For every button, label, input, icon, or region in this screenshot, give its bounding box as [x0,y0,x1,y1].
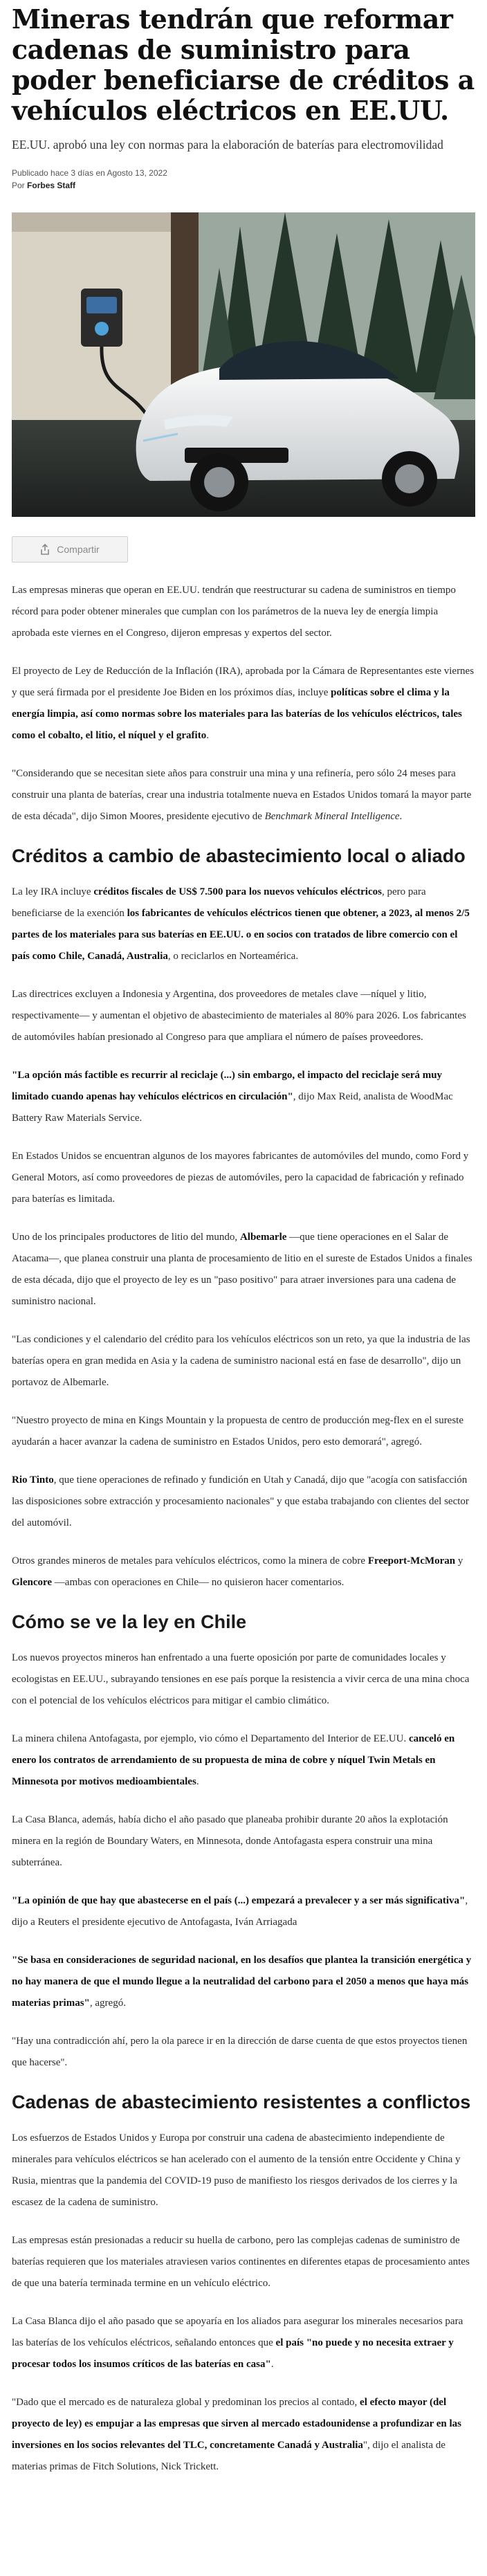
share-icon [40,544,50,555]
text-run: Uno de los principales productores de litio del mundo, [12,1232,240,1243]
text-run: "Dado que el mercado es de naturaleza global y predominan los precios al contado, [12,2397,360,2408]
section-heading: Créditos a cambio de abastecimiento local o aliado [12,846,466,866]
bold-text: políticas sobre el clima y la energía limpia, así como normas sobre los materiales para las baterías de los vehículos eléctricos, tales como el cobalto, el litio, el níquel y el grafito [12,687,462,741]
text-run: y [455,1555,463,1566]
bold-text: Rio Tinto [12,1474,54,1486]
text-run: La Casa Blanca dijo el año pasado que se apoyaría en los aliados para asegurar los minerales necesarios para las baterías de los vehículos eléctricos, señalando entonces que [12,2316,463,2348]
text-run: —ambas con operaciones en Chile— no quisieron hacer comentarios. [52,1577,344,1588]
text-run: , pero para beneficiarse de la exención [12,886,426,919]
text-run: "Nuestro proyecto de mina en Kings Mountain y la propuesta de centro de producción meg-flex en el sureste ayudarán a hacer avanzar la cadena de suministro en Estados Unidos, pero esto demorará", agregó. [12,1415,464,1447]
bold-text: "La opción más factible es recurrir al reciclaje (...) sin embargo, el impacto del reciclaje será muy limitado cuando apenas hay vehículos eléctricos en circulación" [12,1070,443,1102]
article-header [12,0,475,192]
publish-prefix: Publicado hace 3 días [12,168,94,178]
byline-prefix: Por [12,181,25,190]
text-run: La Casa Blanca, además, había dicho el año pasado que planeaba prohibir durante 20 años la explotación minera en la región de Boundary Waters, en Minnesota, donde Antofagasta espera construir una mina subterránea. [12,1814,448,1868]
paragraph [12,2392,475,2478]
text-run: , o reciclarlos en Norteamérica. [167,951,299,962]
paragraph [12,763,475,828]
paragraph [12,1647,475,1712]
paragraph [12,1551,475,1593]
bold-text: los fabricantes de vehículos eléctricos tienen que obtener, a 2023, al menos 2/5 partes de los materiales para sus baterías en EE.UU. o en socios con tratados de libre comercio con el país como Chile, Canadá, Australia [12,908,470,962]
text-run: Los nuevos proyectos mineros han enfrentado a una fuerte oposición por parte de comunidades locales y ecologistas en EE.UU., subrayando tensiones en ese país porque la resistencia a vivir cerca de una mina choca con el potencial de los vehículos eléctricos para mitigar el cambio climático. [12,1652,470,1706]
subheadline: EE.UU. aprobó una ley con normas para la elaboración de baterías para electromovilidad [12,138,443,152]
text-run: Las directrices excluyen a Indonesia y Argentina, dos proveedores de metales clave —níquel y litio, respectivamente— y aumentan el objetivo de abastecimiento de materiales al 80% para 2026. Los fabricantes de automóviles habían presionado al Congreso para que ampliara el número de países proveedores. [12,989,466,1043]
bold-text: "La opinión de que hay que abastecerse en el país (...) empezará a prevalecer y a ser más significativa" [12,1895,466,1906]
paragraph [12,1809,475,1874]
publish-info [12,167,475,179]
article-body [12,580,475,2494]
text-run: "Hay una contradicción ahí, pero la ola parece ir en la dirección de darse cuenta de que estos proyectos tienen que hacerse". [12,2036,468,2068]
publish-date: en Agosto 13, 2022 [95,168,167,178]
text-run: , dijo a Reuters el presidente ejecutivo de Antofagasta, Iván Arriagada [12,1895,468,1928]
paragraph [12,984,475,1048]
paragraph [12,2031,475,2074]
text-run: —que tiene operaciones en el Salar de Atacama—, que planea construir una planta de procesamiento de litio en el sureste de Estados Unidos a finales de esta década, dijo que el proyecto de ley es un "paso positivo" para atraer inversiones para una cadena de suministro nacional. [12,1232,472,1307]
italic-text: Benchmark Mineral Intelligence [264,811,400,822]
paragraph [12,1227,475,1313]
paragraph [12,580,475,644]
bold-text: créditos fiscales de US$ 7.500 para los nuevos vehículos eléctricos [93,886,382,897]
paragraph [12,1329,475,1394]
text-run: Las empresas mineras que operan en EE.UU. tendrán que reestructurar su cadena de suministros en tiempo récord para poder obtener minerales que cumplan con los parámetros de la nueva ley de energía limpia aprobada este viernes en el Congreso, dijeron empresas y expertos del sector. [12,585,456,639]
hero-image [12,212,475,517]
text-run: La minera chilena Antofagasta, por ejemplo, vio cómo el Departamento del Interior de EE.UU. [12,1733,409,1744]
text-run: Los esfuerzos de Estados Unidos y Europa por construir una cadena de abastecimiento independiente de minerales para vehículos eléctricos se han acelerado con el aumento de la tensión entre Occidente y China y Rusia, mientras que la pandemia del COVID-19 puso de manifiesto los riesgos derivados de los cierres y la escasez de la cadena de suministro. [12,2132,461,2208]
text-run: . [399,811,403,822]
headline: Mineras tendrán que reformar cadenas de suministro para poder beneficiarse de créditos a vehículos eléctricos en EE.UU. [12,3,475,126]
text-run: Las empresas están presionadas a reducir su huella de carbono, pero las complejas cadenas de suministro de baterías requieren que los materiales atraviesen varios continentes en diferentes etapas de procesamiento antes de que una batería terminada termine en un vehículo eléctrico. [12,2235,470,2289]
paragraph [12,1146,475,1210]
byline [12,179,475,192]
paragraph [12,1890,475,1933]
text-run: ", dijo el analista de materias primas de Fitch Solutions, Nick Trickett. [12,2440,445,2472]
text-run: La ley IRA incluye [12,886,94,897]
bold-text: Albemarle [239,1232,287,1243]
text-run: , agregó. [89,1998,126,2009]
bold-text: canceló en enero los contratos de arrendamiento de su propuesta de mina de cobre y níquel Twin Metals en Minnesota por motivos medioambientales [12,1733,455,1787]
ev-charging-photo [12,212,475,517]
text-run: . [270,2359,274,2370]
article-meta [12,167,475,192]
bold-text: el efecto mayor (del proyecto de ley) es empujar a las empresas que sirven al mercado estadounidense a profundizar en las inversiones en los socios relevantes del TLC, concretamente Canadá y Australia [12,2397,461,2451]
text-run: , dijo Max Reid, analista de WoodMac Battery Raw Materials Service. [12,1091,453,1124]
paragraph [12,2230,475,2294]
paragraph [12,1470,475,1534]
text-run: . [196,1776,199,1787]
text-run: En Estados Unidos se encuentran algunos de los mayores fabricantes de automóviles del mundo, como Ford y General Motors, así como proveedores de piezas de automóviles, pero la capacidad de fabricación y refinado para baterías es limitada. [12,1151,469,1205]
bold-text: el país "no puede y no necesita extraer y procesar todos los insumos críticos de las baterías en casa" [12,2337,454,2370]
text-run: . [206,730,209,741]
section-heading: Cómo se ve la ley en Chile [12,1611,247,1632]
paragraph [12,881,475,967]
section-heading: Cadenas de abastecimiento resistentes a conflictos [12,2092,471,2112]
text-run: "Considerando que se necesitan siete años para construir una mina y una refinería, pero sólo 24 meses para construir una planta de baterías, crear una industria totalmente nueva en Estados Unidos tomará la mayor parte de esta década", dijo Simon Moores, presidente ejecutivo de [12,768,472,822]
share-label: Compartir [57,544,100,555]
bold-text: Glencore [12,1577,53,1588]
bold-text: Freeport-McMoran [367,1555,456,1566]
paragraph [12,1410,475,1453]
text-run: , que tiene operaciones de refinado y fundición en Utah y Canadá, dijo que "acogía con satisfacción las disposiciones sobre extracción y procesamiento nacionales" y que estaba trabajando con clientes del sector del automóvil. [12,1474,469,1528]
text-run: "Las condiciones y el calendario del crédito para los vehículos eléctricos son un reto, ya que la industria de las baterías opera en gran medida en Asia y la cadena de suministro nacional está en fase de desarrollo", dijo un portavoz de Albemarle. [12,1334,470,1388]
share-button[interactable] [12,536,128,563]
text-run: Otros grandes mineros de metales para vehículos eléctricos, como la minera de cobre [12,1555,368,1566]
author-name[interactable]: Forbes Staff [27,181,76,190]
text-run: El proyecto de Ley de Reducción de la Inflación (IRA), aprobada por la Cámara de Representantes este viernes y que será firmada por el presidente Joe Biden en los próximos días, incluye [12,666,475,698]
paragraph [12,1728,475,1793]
paragraph [12,2311,475,2375]
paragraph [12,2128,475,2213]
paragraph [12,661,475,747]
bold-text: "Se basa en consideraciones de seguridad nacional, en los desafíos que plantea la transición energética y no hay manera de que el mundo llegue a la neutralidad del carbono para el 2050 a menos que haya más materias primas" [12,1955,472,2009]
paragraph [12,1065,475,1129]
paragraph [12,1950,475,2014]
